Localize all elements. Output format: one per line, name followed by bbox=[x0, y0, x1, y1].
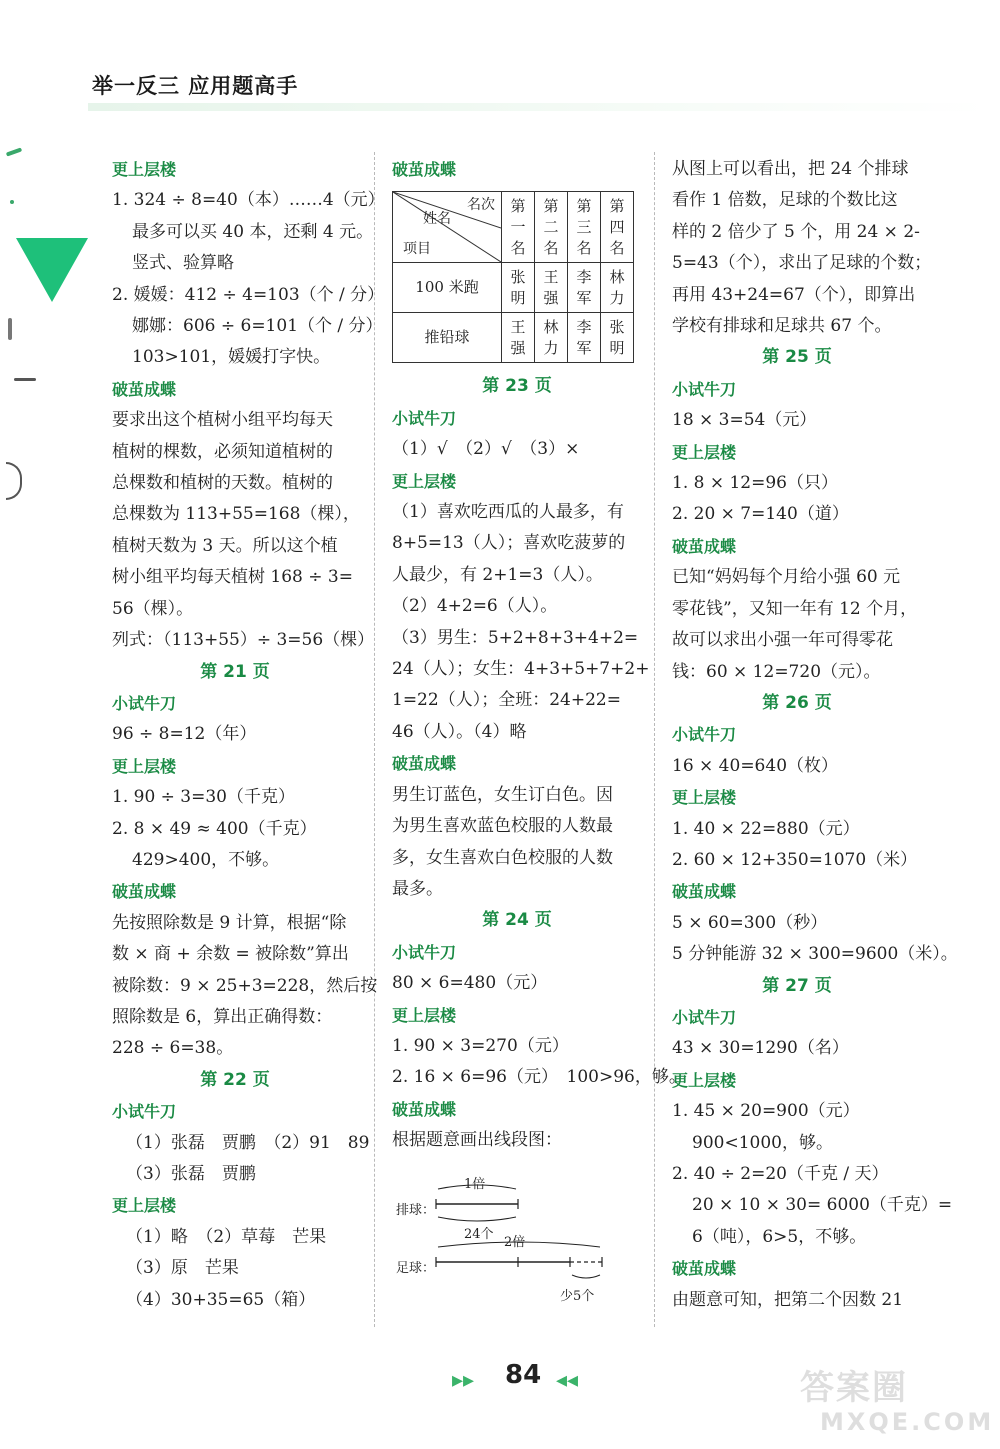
answer-line: （3）男生：5+2+8+3+4+2= bbox=[392, 627, 639, 648]
answer-line: 43 × 30=1290（名） bbox=[672, 1038, 849, 1059]
line-segment-diagram bbox=[392, 1161, 642, 1304]
diag-label-event: 项目 bbox=[403, 241, 431, 258]
page-heading: 第 27 页 bbox=[762, 975, 832, 996]
answer-line: 植树天数为 3 天。所以这个植 bbox=[112, 535, 338, 556]
table-cell: 张明 bbox=[510, 267, 526, 307]
margin-decoration bbox=[14, 378, 36, 381]
answer-line: 103>101，媛媛打字快。 bbox=[132, 347, 331, 368]
table-row bbox=[393, 263, 634, 313]
section-heading: 更上层楼 bbox=[672, 1070, 737, 1090]
answer-line: 由题意可知，把第二个因数 21 bbox=[672, 1289, 904, 1310]
page-heading: 第 25 页 bbox=[762, 347, 832, 368]
answer-line: 树小组平均每天植树 168 ÷ 3= bbox=[112, 567, 353, 588]
table-cell: 林力 bbox=[609, 267, 625, 307]
table-cell: 张明 bbox=[609, 317, 625, 357]
answer-line: 总棵数和植树的天数。植树的 bbox=[112, 473, 333, 494]
section-heading: 小试牛刀 bbox=[112, 693, 177, 713]
answer-line: 8+5=13（人）；喜欢吃菠萝的 bbox=[392, 533, 626, 554]
section-heading: 更上层楼 bbox=[672, 788, 737, 808]
answer-line: 学校有排球和足球共 67 个。 bbox=[672, 316, 892, 337]
answer-line: 从图上可以看出，把 24 个排球 bbox=[672, 159, 909, 179]
answer-line: 1. 40 × 22=880（元） bbox=[672, 818, 860, 839]
section-heading: 破茧成蝶 bbox=[112, 882, 177, 902]
answer-line: 900<1000，够。 bbox=[692, 1132, 833, 1153]
section-heading: 破茧成蝶 bbox=[392, 754, 457, 774]
margin-decoration bbox=[6, 462, 22, 500]
answer-line: 20 × 10 × 30= 6000（千克）= bbox=[692, 1195, 953, 1216]
section-heading: 破茧成蝶 bbox=[672, 536, 737, 556]
answer-line: （1）略 （2）草莓 芒果 bbox=[126, 1226, 327, 1247]
answer-line: 2. 40 ÷ 2=20（千克 / 天） bbox=[672, 1164, 889, 1184]
segment-label-football: 足球： bbox=[396, 1260, 436, 1276]
section-heading: 小试牛刀 bbox=[672, 1007, 737, 1027]
segment-label-volleyball: 排球： bbox=[396, 1202, 436, 1218]
section-heading: 更上层楼 bbox=[112, 160, 177, 179]
segment-bottom-label: 少5个 bbox=[560, 1288, 595, 1304]
table-cell: 李军 bbox=[576, 317, 592, 357]
page-number: 84 bbox=[505, 1360, 542, 1390]
segment-lines bbox=[392, 1161, 632, 1301]
page-heading: 第 22 页 bbox=[200, 1069, 270, 1090]
page-heading: 第 24 页 bbox=[482, 910, 552, 931]
margin-decoration bbox=[8, 318, 12, 340]
diag-label-name: 姓名 bbox=[423, 211, 451, 228]
answer-line: 96 ÷ 8=12（年） bbox=[112, 724, 257, 745]
section-heading: 更上层楼 bbox=[392, 1005, 457, 1025]
answer-line: 2. 媛媛：412 ÷ 4=103（个 / 分） bbox=[112, 284, 385, 305]
answer-line: （2）4+2=6（人）。 bbox=[392, 596, 558, 617]
answer-line: 6（吨），6>5，不够。 bbox=[692, 1226, 867, 1247]
answer-line: 2. 8 × 49 ≈ 400（千克） bbox=[112, 818, 317, 839]
table-cell: 王强 bbox=[543, 267, 559, 307]
answer-line: 被除数：9 × 25+3=228，然后按 bbox=[112, 975, 378, 996]
page-arrows-right: ◂◂ bbox=[556, 1368, 579, 1393]
event-label: 100 米跑 bbox=[393, 263, 502, 313]
answer-line: 列式：（113+55）÷ 3=56（棵） bbox=[112, 630, 375, 651]
event-label: 推铅球 bbox=[393, 313, 502, 363]
answer-line: 18 × 3=54（元） bbox=[672, 410, 817, 431]
section-heading: 更上层楼 bbox=[112, 756, 177, 776]
answer-line: （1）喜欢吃西瓜的人最多，有 bbox=[392, 502, 624, 523]
section-heading: 更上层楼 bbox=[672, 442, 737, 462]
answer-line: 为男生喜欢蓝色校服的人数最 bbox=[392, 816, 613, 837]
answer-line: （1）张磊 贾鹏 （2）91 89 bbox=[126, 1132, 370, 1153]
answer-line: 16 × 40=640（枚） bbox=[672, 755, 839, 776]
section-heading: 小试牛刀 bbox=[112, 1102, 177, 1122]
header-rule bbox=[88, 103, 988, 111]
section-heading: 小试牛刀 bbox=[392, 408, 457, 428]
page-heading: 第 23 页 bbox=[482, 376, 552, 397]
answer-line: （4）30+35=65（箱） bbox=[126, 1289, 316, 1310]
answer-line: 5 分钟能游 32 × 300=9600（米）。 bbox=[672, 944, 958, 965]
watermark-logo: 答案圈 bbox=[800, 1368, 908, 1408]
answer-column-2 bbox=[392, 154, 686, 1304]
rank-header: 第二名 bbox=[543, 196, 559, 257]
answer-line: 2. 60 × 12+350=1070（米） bbox=[672, 849, 918, 870]
answer-line: 5=43（个），求出了足球的个数； bbox=[672, 253, 932, 274]
margin-triangle bbox=[16, 238, 88, 302]
answer-line: 人最少，有 2+1=3（人）。 bbox=[392, 564, 603, 585]
rank-header: 第三名 bbox=[576, 196, 592, 257]
answer-line: （3）原 芒果 bbox=[126, 1258, 239, 1279]
book-title: 举一反三 应用题高手 bbox=[92, 74, 299, 98]
section-heading: 更上层楼 bbox=[112, 1196, 177, 1216]
section-heading: 小试牛刀 bbox=[672, 725, 737, 745]
answer-line: 根据题意画出线段图： bbox=[392, 1130, 562, 1151]
section-heading: 小试牛刀 bbox=[392, 942, 457, 962]
section-heading: 破茧成蝶 bbox=[392, 160, 457, 179]
answer-line: 2. 16 × 6=96（元） 100>96，够。 bbox=[392, 1067, 686, 1088]
answer-line: 再用 43+24=67（个），即算出 bbox=[672, 284, 916, 305]
answer-line: 看作 1 倍数，足球的个数比这 bbox=[672, 190, 898, 211]
page-arrows-left: ▸▸ bbox=[452, 1368, 475, 1393]
answer-line: 竖式、验算略 bbox=[132, 253, 234, 274]
watermark-url: MXQE.COM bbox=[820, 1408, 995, 1436]
page-heading: 第 26 页 bbox=[762, 692, 832, 713]
answer-line: 钱：60 × 12=720（元）。 bbox=[672, 661, 881, 682]
diag-label-rank: 名次 bbox=[467, 197, 495, 214]
answer-line: 1. 45 × 20=900（元） bbox=[672, 1101, 860, 1122]
section-heading: 小试牛刀 bbox=[672, 379, 737, 399]
answer-line: 男生订蓝色，女生订白色。因 bbox=[392, 784, 613, 805]
answer-line: 多，女生喜欢白色校服的人数 bbox=[392, 847, 613, 868]
section-heading: 破茧成蝶 bbox=[112, 379, 177, 399]
answer-line: 娜娜：606 ÷ 6=101（个 / 分） bbox=[132, 316, 383, 337]
table-cell: 林力 bbox=[543, 317, 559, 357]
segment-bottom-label: 24个 bbox=[464, 1226, 494, 1242]
answer-line: 先按照除数是 9 计算，根据“除 bbox=[112, 912, 347, 933]
answer-line: 最多。 bbox=[392, 878, 443, 899]
segment-top-label: 2倍 bbox=[504, 1234, 526, 1250]
margin-decoration bbox=[6, 147, 22, 156]
answer-line: 要求出这个植树小组平均每天 bbox=[112, 410, 333, 431]
answer-column-1 bbox=[112, 154, 385, 1316]
answer-line: 1. 90 ÷ 3=30（千克） bbox=[112, 787, 295, 808]
page-heading: 第 21 页 bbox=[200, 661, 270, 682]
rank-header: 第四名 bbox=[609, 196, 625, 257]
table-diagonal-header bbox=[393, 192, 501, 262]
ranking-table bbox=[392, 191, 634, 363]
answer-line: 照除数是 6，算出正确得数： bbox=[112, 1006, 333, 1027]
answer-line: 零花钱”，又知一年有 12 个月， bbox=[672, 598, 918, 619]
answer-line: 24（人）；女生：4+3+5+7+2+ bbox=[392, 659, 650, 680]
answer-line: 429>400，不够。 bbox=[132, 849, 280, 870]
rank-header: 第一名 bbox=[510, 196, 526, 257]
answer-line: 1=22（人）；全班：24+22= bbox=[392, 690, 621, 711]
section-heading: 破茧成蝶 bbox=[392, 1099, 457, 1119]
answer-line: 1. 324 ÷ 8=40（本）……4（元） bbox=[112, 190, 385, 211]
table-cell: 李军 bbox=[576, 267, 592, 307]
column-divider bbox=[654, 152, 655, 1327]
answer-column-3 bbox=[672, 154, 958, 1316]
answer-line: 样的 2 倍少了 5 个，用 24 × 2- bbox=[672, 221, 920, 242]
section-heading: 破茧成蝶 bbox=[672, 1259, 737, 1279]
table-row bbox=[393, 313, 634, 363]
answer-line: 总棵数为 113+55=168（棵）， bbox=[112, 504, 360, 525]
margin-decoration bbox=[10, 200, 14, 204]
answer-line: 2. 20 × 7=140（道） bbox=[672, 504, 849, 525]
segment-top-label: 1倍 bbox=[464, 1176, 486, 1192]
answer-line: 1. 8 × 12=96（只） bbox=[672, 473, 838, 494]
answer-line: 5 × 60=300（秒） bbox=[672, 912, 828, 933]
answer-line: （1）√ （2）√ （3）× bbox=[392, 439, 580, 460]
answer-line: 228 ÷ 6=38。 bbox=[112, 1038, 234, 1059]
section-heading: 破茧成蝶 bbox=[672, 882, 737, 902]
answer-line: 46（人）。（4）略 bbox=[392, 721, 527, 742]
answer-line: 56（棵）。 bbox=[112, 598, 194, 619]
section-heading: 更上层楼 bbox=[392, 471, 457, 491]
answer-line: 已知“妈妈每个月给小强 60 元 bbox=[672, 567, 901, 588]
answer-line: 故可以求出小强一年可得零花 bbox=[672, 630, 893, 651]
answer-line: 植树的棵数，必须知道植树的 bbox=[112, 441, 333, 462]
answer-line: 80 × 6=480（元） bbox=[392, 973, 548, 994]
answer-line: 最多可以买 40 本，还剩 4 元。 bbox=[132, 221, 374, 242]
table-cell: 王强 bbox=[510, 317, 526, 357]
answer-line: 数 × 商 + 余数 = 被除数”算出 bbox=[112, 944, 349, 965]
answer-line: 1. 90 × 3=270（元） bbox=[392, 1035, 569, 1056]
answer-line: （3）张磊 贾鹏 bbox=[126, 1164, 256, 1184]
